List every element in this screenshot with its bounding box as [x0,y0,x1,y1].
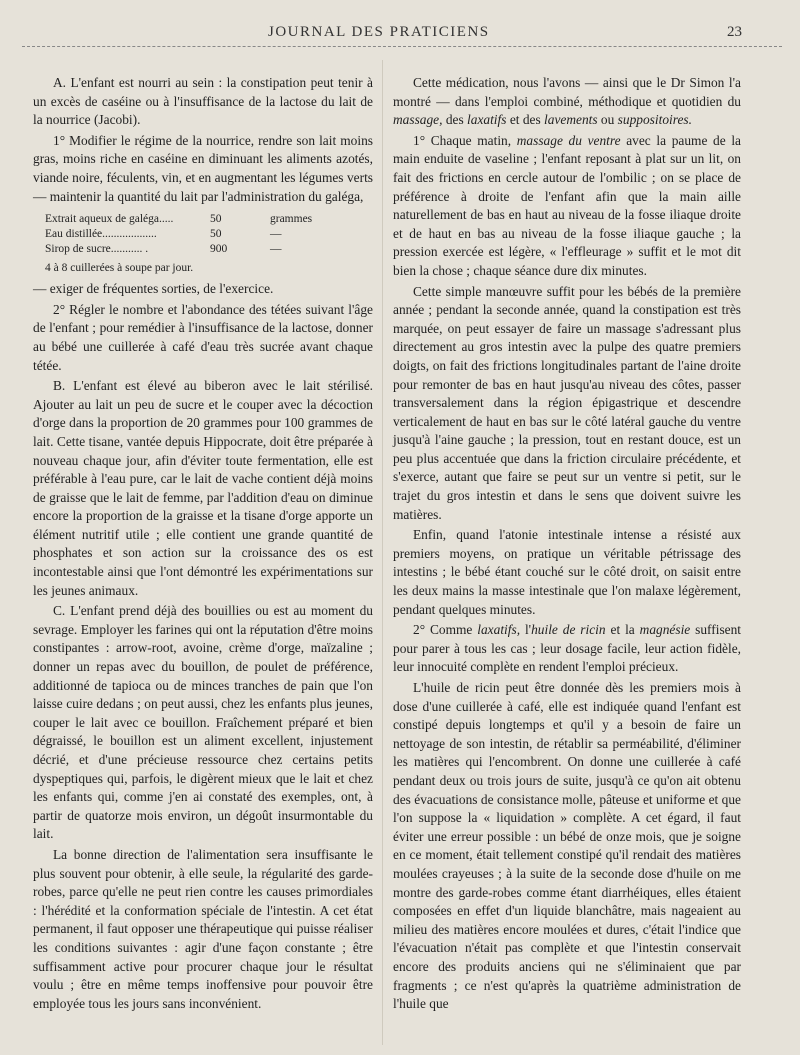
text-run: avec la paume de la main enduite de vaseline ; l'enfant reposant à plat sur un lit, on fait des frictions en cercle autour de l'ombilic ; on se place de préférence à droite de l'enfant afin que la main aille naturellement de bas en haut au niveau de la fosse iliaque droite et de haut en bas au niveau de la fosse iliaque gauche ; la pression exercée est légère, « l'effleurage » suffit et le mot dit bien la chose ; chaque séance dure dix minutes. [393,132,741,278]
text-run: Cette médication, nous l'avons — ainsi que le Dr Simon l'a montré — dans l'emploi combiné, méthodique et quotidien du [393,75,741,109]
italic-term: massage du ventre [516,132,621,148]
paragraph-bonne-direction: La bonne direction de l'alimentation sera insuffisante le plus souvent pour obtenir, à elle seule, la régularité des garde-robes, parce qu'elle ne peut rien contre les causes primordiales : l'hérédité et la conformation spéciale de l'intestin. A cet état permanent, il faut opposer une thérapeutique qui puisse réaliser les conditions suivantes : agir d'une façon constante ; être suffisamment active pour procurer chaque jour le résultat voulu ; être en même temps inoffensive pour pouvoir être employée tous les jours sans inconvénient. [33,846,373,1011]
recipe-unit: — [270,243,282,256]
text-run: ou [597,112,618,128]
italic-term: lavements [544,112,598,128]
column-separator [382,60,383,1045]
paragraph-laxatifs [393,621,741,677]
recipe-quantity: 900 [210,243,228,256]
text-run: et la [605,622,640,638]
italic-term: laxatifs [467,112,507,128]
recipe-unit: grammes [270,213,313,226]
italic-term: massage, [393,112,443,128]
text-run: l' [520,622,532,638]
galega-recipe [45,212,373,276]
recipe-row [45,242,373,257]
recipe-quantity: 50 [210,213,222,226]
paragraph-enfin: Enfin, quand l'atonie intestinale intense a résisté aux premiers moyens, on pratique un véritable pétrissage des intestins ; le bébé étant couché sur le côté droit, on saisit entre les deux mains la masse intestinale que l'on malaxe légèrement, pendant quelques minutes. [393,527,741,617]
text-run: des [442,112,468,128]
right-column [393,74,741,1016]
paragraph-c: C. L'enfant prend déjà des bouillies ou est au moment du sevrage. Employer les farines qui ont la réputation d'être moins constipantes : arrow-root, avoine, crème d'orge, maïzaline ; donner un repas avec du bouillon, de poulet de préférence, additionné de tapioca ou de minces tranches de pain que l'on laisse cuire dedans ; on peut aussi, chez les enfants plus jeunes, couper le lait avec ce bouillon. Fraîchement préparé et bien dégraissé, le bouillon est un aliment excellent, injustement décrié, et d'une précieuse ressource chez certains petits dyspeptiques qui, parfois, le digèrent mieux que le lait et chez les enfants qui, comme j'en ai constaté des exemples, ont, à partir de quatorze mois environ, un dégoût insurmontable du lait. [33,603,373,842]
running-title: JOURNAL DES PRATICIENS [268,24,490,40]
recipe-dosage: 4 à 8 cuillerées à soupe par jour. [45,262,194,275]
text-run: et des [506,112,545,128]
recipe-quantity: 50 [210,228,222,241]
recipe-ingredient: Eau distillée................... [45,228,157,241]
recipe-row [45,227,373,242]
left-column [33,74,373,1015]
recipe-row [45,212,373,227]
italic-term: huile de ricin [531,622,606,638]
recipe-unit: — [270,228,282,241]
italic-term: suppositoires. [617,112,692,128]
paragraph-simple-manoeuvre: Cette simple manœuvre suffit pour les bébés de la première année ; pendant la seconde année, quand la constipation est très marquée, on peut essayer de faire un massage s'adressant plus directement au gros intestin avec la pulpe des quatre premiers doigts, on fait des frictions longitudinales partant de l'aine droite pour remonter de bas en haut jusqu'au niveau des côtes, passer transversalement dans la région épigastrique et descendre verticalement de haut en bas sur le côté latéral gauche du ventre jusqu'à l'aine gauche ; la pression, tout en restant douce, est un peu plus accentuée que dans la friction circulaire précédente, et s'exerce, autant que faire se peut sur un ventre si petit, sur le trajet du gros intestin et dans le sens que doivent suivre les matières. [393,283,741,522]
recipe-ingredient: Extrait aqueux de galéga..... [45,213,174,226]
text-run: 2° Comme [413,622,478,638]
page-number: 23 [727,24,742,40]
header-rule [22,46,782,47]
italic-term: magnésie [639,622,691,638]
italic-term: laxatifs, [477,622,521,638]
recipe-ingredient: Sirop de sucre........... . [45,243,149,256]
text-run: 1° Chaque matin, [413,132,517,148]
paragraph-2: 2° Régler le nombre et l'abondance des tétées suivant l'âge de l'enfant ; pour remédier à l'insuffisance de la lactose, donner au bébé une cuillerée à café d'eau très sucrée avant chaque tétée. [33,301,373,373]
text-run: suffisent pour parer à tous les cas ; leur dosage facile, leur action fidèle, leur innocuité complète en rendent l'emploi précieux. [393,622,742,675]
paragraph-exiger: — exiger de fréquentes sorties, de l'exercice. [33,281,274,297]
paragraph-a: A. L'enfant est nourri au sein : la constipation peut tenir à un excès de caséine ou à l'insuffisance de la lactose du lait de la nourrice (Jacobi). [33,75,373,128]
paragraph-massage [393,132,741,281]
paragraph-huile-de-ricin: L'huile de ricin peut être donnée dès les premiers mois à dose d'une cuillerée à café, elle est indiquée quand l'enfant est constipé depuis longtemps et qu'il y a besoin de faire un nettoyage de son intestin, de rétablir sa perméabilité, d'éliminer les matières qui l'encombrent. On donne une cuillerée à café pendant deux ou trois jours de suite, jusqu'à ce qu'on ait obtenu des évacuations de consistance molle, pâteuse et uniforme et que l'on suppose la « liquidation » complète. A cet égard, il faut éviter une erreur possible : un bébé de onze mois, que je soigne en ce moment, était tellement constipé qu'il rendait des matières moulées crayeuses ; à la suite de la seconde dose d'huile on me montre des garde-robes comme étant diarrhéiques, elles étaient composées en effet d'un liquide blanchâtre, mais nageaient au milieu des matières encore moulées et dures, c'était l'indice que l'évacuation n'était pas complète et que l'intestin conservait encore des produits anciens qui ne s'éliminaient que par fragments ; ce n'est qu'après la quatrième administration de l'huile que [393,680,741,1012]
paragraph-medication [393,74,741,130]
paragraph-b: B. L'enfant est élevé au biberon avec le lait stérilisé. Ajouter au lait un peu de sucre et le couper avec la décoction d'orge dans la proportion de 20 grammes pour 100 grammes de lait. Cette tisane, vantée depuis Hippocrate, doit être préparée à nouveau chaque jour, afin d'éviter toute fermentation, elle est préférable à l'eau pure, car le lait de vache contient déjà moins de graisse que le lait de femme, par l'addition d'eau on diminue encore la proportion de la graisse et la tisane d'orge apporte un élément nutritif utile ; elle contient une grande quantité de phosphates et son action sur la croissance des os est incontestable ainsi que l'ont démontré les expérimentations sur les jeunes animaux. [33,378,373,598]
paragraph-1: 1° Modifier le régime de la nourrice, rendre son lait moins gras, moins riche en caséine en diminuant les aliments azotés, viande noire, féculents, vin, et en augmentant les légumes verts — maintenir la quantité du lait par l'administration du galéga, [33,132,373,204]
page-header [0,0,800,46]
